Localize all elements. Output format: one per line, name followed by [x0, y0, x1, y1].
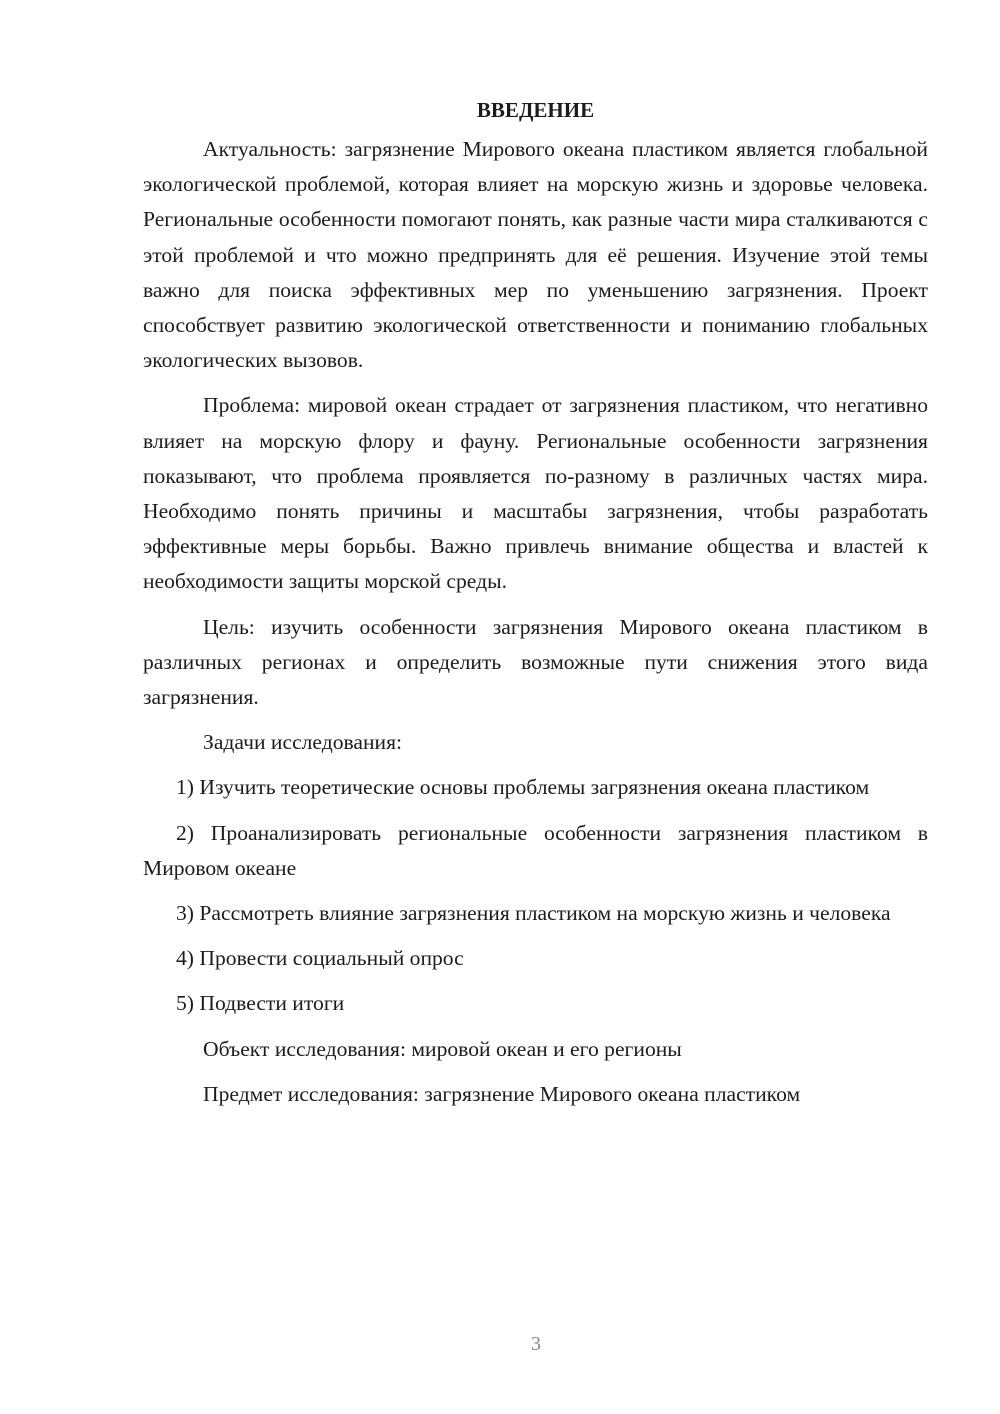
task-item-4: 4) Провести социальный опрос: [176, 946, 464, 971]
research-subject: Предмет исследования: загрязнение Мирового океана пластиком: [203, 1081, 801, 1106]
page-title: ВВЕДЕНИЕ: [476, 98, 595, 122]
page-number: 3: [531, 1333, 541, 1355]
research-object: Объект исследования: мировой океан и его регионы: [203, 1036, 682, 1061]
tasks-heading: Задачи исследования:: [203, 730, 403, 755]
problem-paragraph: Проблема: мировой океан страдает от загрязнения пластиком, что негативно влияет на морскую флору и фауну. Региональные особенности загрязнения показывают, что проблема проявляется по-разному в различных частях мира. Необходимо понять причины и масштабы загрязнения, чтобы разработать эффективные меры борьбы. Важно привлечь внимание общества и властей к необходимости защиты морской среды.: [143, 393, 928, 594]
task-item-2: 2) Проанализировать региональные особенности загрязнения пластиком в Мировом океане: [143, 820, 928, 880]
task-item-3: 3) Рассмотреть влияние загрязнения пластиком на морскую жизнь и человека: [176, 901, 891, 926]
document-page: [143, 92, 928, 1122]
goal-paragraph: Цель: изучить особенности загрязнения Мирового океана пластиком в различных регионах и определить возможные пути снижения этого вида загрязнения.: [143, 614, 928, 710]
task-item-5: 5) Подвести итоги: [176, 991, 345, 1016]
task-item-1: 1) Изучить теоретические основы проблемы загрязнения океана пластиком: [176, 775, 870, 800]
relevance-paragraph: Актуальность: загрязнение Мирового океана пластиком является глобальной экологической проблемой, которая влияет на морскую жизнь и здоровье человека. Региональные особенности помогают понять, как разные части мира сталкиваются с этой проблемой и что можно предпринять для её решения. Изучение этой темы важно для поиска эффективных мер по уменьшению загрязнения. Проект способствует развитию экологической ответственности и пониманию глобальных экологических вызовов.: [143, 137, 928, 373]
